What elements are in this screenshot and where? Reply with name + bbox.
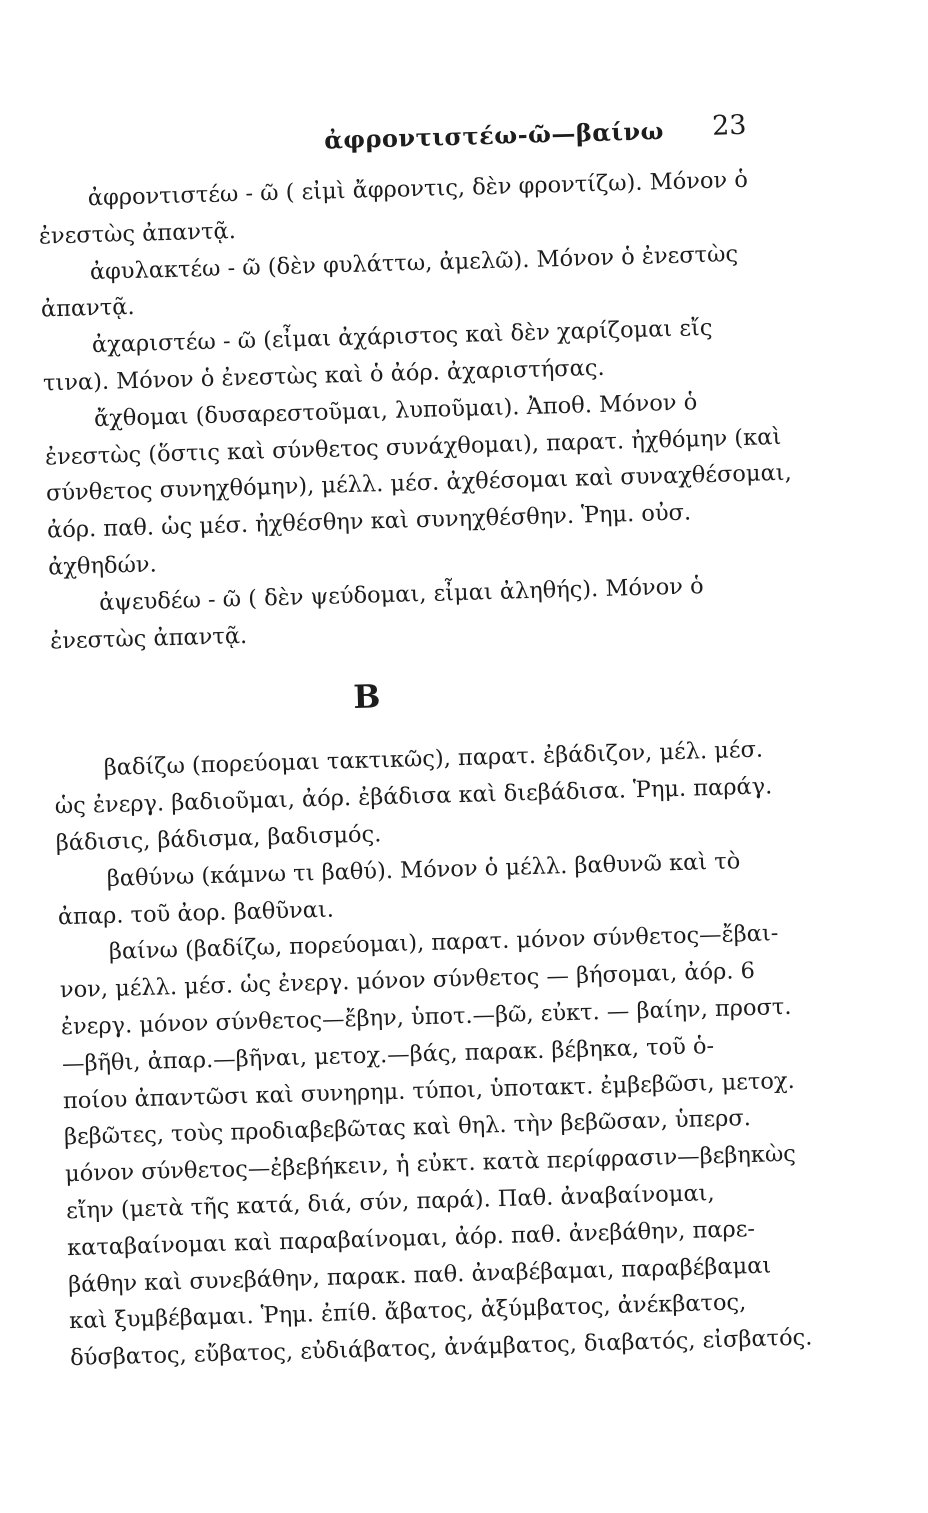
text-line: ἀψευδέω - ῶ ( δὲν ψεύδομαι, εἶμαι ἀληθής). Μόνον ὁ [98, 572, 704, 616]
text-line: ἀπαντᾷ. [40, 294, 135, 323]
section-a-entries [37, 161, 793, 660]
text-line: ἐνεστὼς (ὅστις καὶ σύνθετος συνάχθομαι), παρατ. ἠχθόμην (καὶ [44, 423, 782, 471]
text-line: ἀχθηδών. [47, 551, 158, 581]
text-line: βαίνω (βαδίζω, πορεύομαι), παρατ. μόνον σύνθετος—ἔβαι- [108, 920, 779, 966]
text-line: τινα). Μόνον ὁ ἐνεστὼς καὶ ὁ ἀόρ. ἀχαριστήσας. [42, 354, 605, 397]
page-number: 23 [711, 109, 747, 142]
text-line: ποίου ἀπαντῶσι καὶ συνηρημ. τύποι, ὑποτακτ. ἐμβεβῶσι, μετοχ. [62, 1067, 796, 1114]
text-line: δύσβατος, εὔβατος, εὐδιάβατος, ἀνάμβατος, διαβατός, εἰσβατός. [69, 1324, 813, 1372]
section-b-entries [53, 731, 813, 1377]
text-line: σύνθετος συνηχθόμην), μέλλ. μέσ. ἀχθέσομαι καὶ συναχθέσομαι, [45, 460, 793, 507]
text-line: ἐνεργ. μόνον σύνθετος—ἔβην, ὑποτ.—βῶ, εὐκτ. — βαίην, προστ. [60, 993, 792, 1041]
text-line: βάδισις, βάδισμα, βαδισμός. [55, 821, 382, 857]
text-line: ἀόρ. παθ. ὡς μέσ. ἠχθέσθην καὶ συνηχθέσθην. Ῥημ. οὐσ. [46, 499, 692, 544]
running-title: ἀφροντιστέω-ῶ—βαίνω [323, 116, 665, 155]
text-line: ἀφροντιστέω - ῶ ( εἰμὶ ἄφροντις, δὲν φροντίζω). Μόνον ὁ [87, 166, 749, 212]
text-line: ἐνεστὼς ἀπαντᾷ. [38, 217, 237, 250]
text-line: ὡς ἐνεργ. βαδιοῦμαι, ἀόρ. ἐβάδισα καὶ διεβάδισα. Ῥημ. παράγ. [54, 773, 773, 820]
text-line: —βῆθι, ἀπαρ.—βῆναι, μετοχ.—βάς, παρακ. βέβηκα, τοῦ ὁ- [61, 1032, 715, 1077]
dictionary-text [37, 161, 813, 1377]
text-line: καταβαίνομαι καὶ παραβαίνομαι, ἀόρ. παθ. ἀνεβάθην, παρε- [66, 1215, 756, 1261]
text-line: καὶ ξυμβέβαμαι. Ῥημ. ἐπίθ. ἄβατος, ἀξύμβατος, ἀνέκβατος, [68, 1289, 747, 1335]
page-header [0, 105, 913, 167]
text-line: ἐνεστὼς ἀπαντᾷ. [49, 622, 248, 654]
text-line: ἄχθομαι (δυσαρεστοῦμαι, λυποῦμαι). Ἀποθ. Μόνον ὁ [93, 389, 698, 432]
section-letter-heading: Β [352, 677, 381, 717]
text-line: βαθύνω (κάμνω τι βαθύ). Μόνον ὁ μέλλ. βαθυνῶ καὶ τὸ [106, 847, 741, 892]
text-line: εἴην (μετὰ τῆς κατά, διά, σύν, παρά). Παθ. ἀναβαίνομαι, [65, 1180, 715, 1225]
text-line: βεβῶτες, τοὺς προδιαβεβῶτας καὶ θηλ. τὴν βεβῶσαν, ὑπερσ. [63, 1105, 752, 1151]
text-line: βάθην καὶ συνεβάθην, παρακ. παθ. ἀναβέβαμαι, παραβέβαμαι [67, 1252, 772, 1298]
text-line: βαδίζω (πορεύομαι τακτικῶς), παρατ. ἐβάδιζον, μέλ. μέσ. [103, 736, 764, 782]
text-line: νον, μέλλ. μέσ. ὡς ἐνεργ. μόνον σύνθετος — βήσομαι, ἀόρ. 6 [59, 958, 756, 1004]
text-line: μόνον σύνθετος—ἐβεβήκειν, ἡ εὐκτ. κατὰ περίφρασιν—βεβηκὼς [64, 1140, 797, 1188]
text-line: ἀπαρ. τοῦ ἀορ. βαθῦναι. [57, 896, 335, 930]
text-line: ἀχαριστέω - ῶ (εἶμαι ἀχάριστος καὶ δὲν χαρίζομαι εἴς [91, 315, 713, 359]
text-line: ἀφυλακτέω - ῶ (δὲν φυλάττω, ἀμελῶ). Μόνον ὁ ἐνεστὼς [89, 240, 739, 285]
